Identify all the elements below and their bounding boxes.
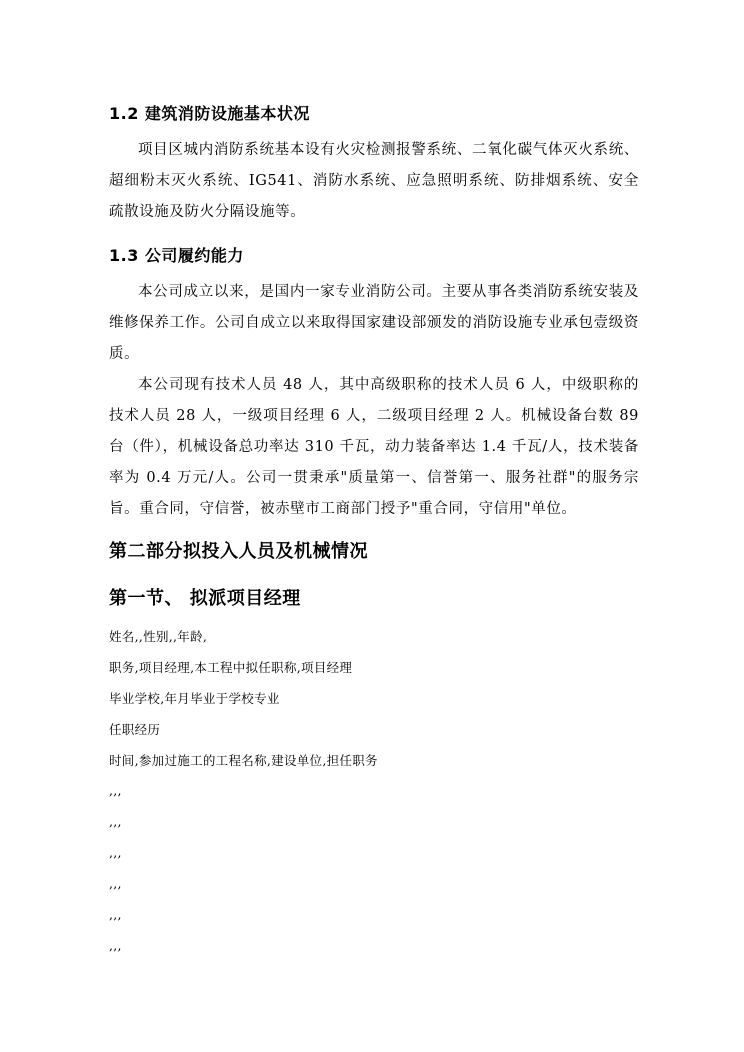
info-line-columns: 时间,参加过施工的工程名称,建设单位,担任职务 [109,753,378,768]
section-1-3-heading: 1.3 公司履约能力 [109,246,244,265]
info-line-school: 毕业学校,年月毕业于学校专业 [109,691,280,706]
info-line-empty-row: ,,, [109,907,122,922]
info-line-empty-row: ,,, [109,876,122,891]
info-line-empty-row: ,,, [109,845,122,860]
info-line-position: 职务,项目经理,本工程中拟任职称,项目经理 [109,660,353,675]
info-line-empty-row: ,,, [109,814,122,829]
info-line-empty-row: ,,, [109,938,122,953]
info-line-experience: 任职经历 [109,722,161,737]
info-line-name: 姓名,,性别,,年龄, [109,629,208,644]
section-1-3-paragraph-2: 本公司现有技术人员 48 人，其中高级职称的技术人员 6 人，中级职称的技术人员 28 人，一级项目经理 6 人，二级项目经理 2 人。机械设备台数 89 台（件），机械设备总功率达 310 千瓦，动力装备率达 1.4 千瓦/人，技术装备率为 0.4 万元/人。公司一贯秉承"质量第一、信誉第一、服务社群"的服务宗旨。重合同，守信誉，被赤壁市工商部门授予"重合同，守信用"单位。 [109,377,639,517]
section-1-3-paragraph-1: 本公司成立以来，是国内一家专业消防公司。主要从事各类消防系统安装及维修保养工作。公司自成立以来取得国家建设部颁发的消防设施专业承包壹级资质。 [109,284,639,362]
section-1-2-heading: 1.2 建筑消防设施基本状况 [109,104,310,123]
part-2-section-1-title: 第一节、 拟派项目经理 [109,588,301,609]
section-1-2-body: 项目区城内消防系统基本设有火灾检测报警系统、二氧化碳气体灭火系统、超细粉末灭火系统、IG541、消防水系统、应急照明系统、防排烟系统、安全疏散设施及防火分隔设施等。 [109,142,639,220]
info-line-empty-row: ,,, [109,783,122,798]
part-2-title: 第二部分拟投入人员及机械情况 [109,541,368,562]
